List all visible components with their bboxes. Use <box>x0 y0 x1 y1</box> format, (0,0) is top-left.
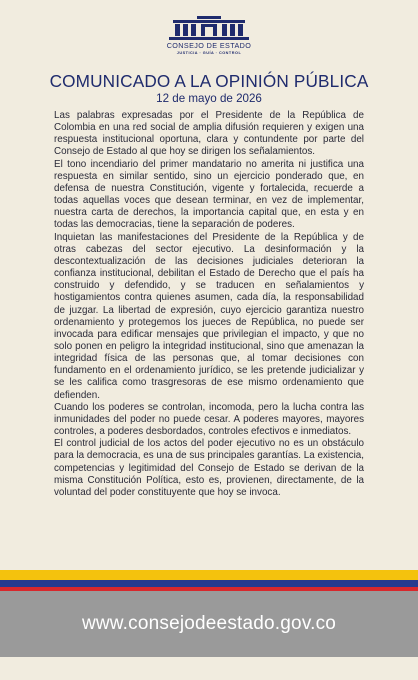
page-title: COMUNICADO A LA OPINIÓN PÚBLICA <box>49 71 369 91</box>
logo-motto: JUSTICIA · GUÍA · CONTROL <box>176 51 242 55</box>
paragraph: El control judicial de los actos del poder ejecutivo no es un obstáculo para la democracia, es una de sus principales garantías. La existencia, competencias y legitimidad del Consejo de Estado se derivan de la misma Constitución Política, esto es, provienen, directamente, de la voluntad del poder constituyente que hoy se invoca. <box>54 438 364 498</box>
communique-body <box>54 110 364 499</box>
paragraph: Las palabras expresadas por el Presidente de la República de Colombia en una red social de amplia difusión requieren y exigen una respuesta institucional oportuna, clara y contundente por parte del Consejo de Estado al que hoy se dirigen los señalamientos. <box>54 110 364 158</box>
communique-date: 12 de mayo de 2026 <box>156 92 262 105</box>
blue-stripe <box>0 580 418 587</box>
logo-wordmark: CONSEJO DE ESTADO <box>166 41 252 50</box>
footer-bar <box>0 591 418 657</box>
website-url: www.consejodeestado.gov.co <box>81 613 337 634</box>
consejo-logo <box>0 16 418 56</box>
bottom-margin <box>0 657 418 680</box>
building-colonnade-icon <box>167 16 251 40</box>
yellow-stripe <box>0 570 418 580</box>
flag-stripes <box>0 570 418 591</box>
paragraph: Cuando los poderes se controlan, incomoda, pero la lucha contra las inmunidades del poder no puede cesar. A poderes mayores, mayores controles, a poderes desbordados, controles efectivos e inmediatos. <box>54 401 364 438</box>
paragraph: El tono incendiario del primer mandatario no amerita ni justifica una respuesta en similar sentido, sino un ejercicio ponderado que, en defensa de nuestra Constitución, vigente y fortalecida, recuerde a todas aquellas voces que desean terminar, en vez de implementar, nuestra carta de derechos, la importancia capital que, en esta y en todas las democracias, tiene la separación de poderes. <box>54 158 364 231</box>
paragraph: Inquietan las manifestaciones del Presidente de la República y de otras cabezas del sector ejecutivo. La desinformación y la descontextualización de las decisiones judiciales deterioran la confianza institucional, debilitan el Estado de Derecho que el país ha construido y defendido, y se traducen en señalamientos y hostigamientos contra quienes asumen, cada día, la responsabilidad de juzgar. La libertad de expresión, cuyo ejercicio garantiza nuestro ordenamiento y protegemos los jueces de República, no puede ser invocada para edificar mensajes que privilegian el impacto, y que no solo ponen en peligro la integridad institucional, sino que amenazan la integridad física de las personas que, al tomar decisiones con fundamento en el ordenamiento jurídico, se les pretende judicializar y se les califica como trasgresoras de ese mismo ordenamiento que defienden. <box>54 231 364 401</box>
